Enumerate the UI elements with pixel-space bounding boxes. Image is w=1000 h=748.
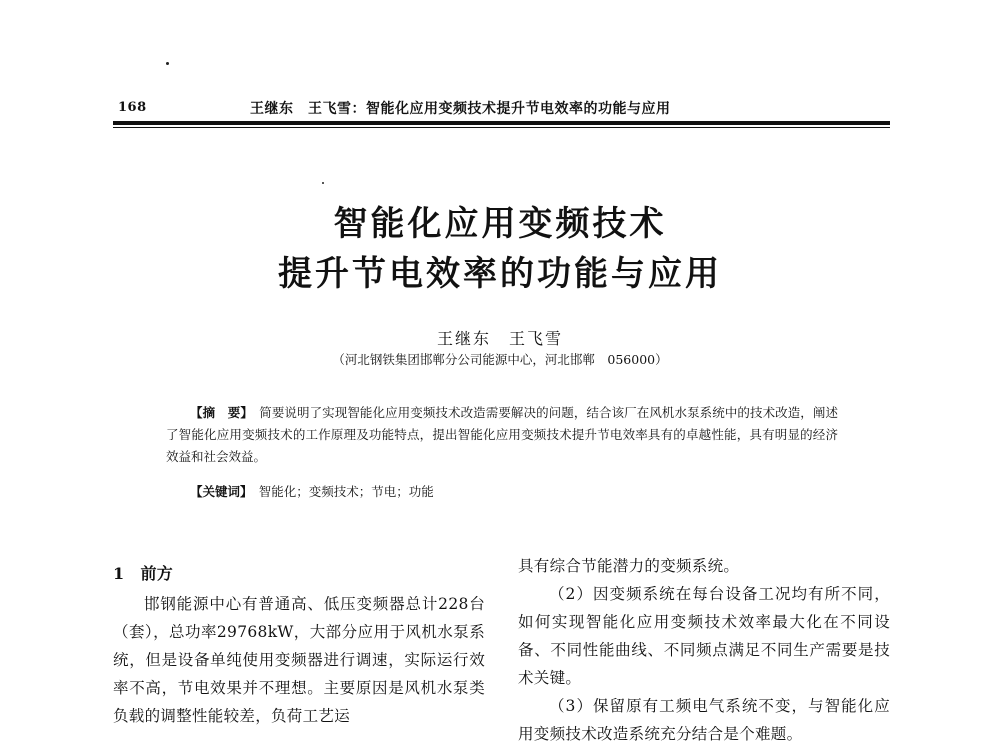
page-number: 168 [118,100,147,115]
header-rule [113,121,890,125]
header-rule-thin [113,127,890,128]
keywords-label: 【关键词】 [190,484,247,499]
abstract-text: 简要说明了实现智能化应用变频技术改造需要解决的问题，结合该厂在风机水泵系统中的技术改造，阐述了智能化应用变频技术的工作原理及功能特点，提出智能化应用变频技术提升节电效率具有的卓越性能，具有明显的经济效益和社会效益。 [166,405,838,464]
abstract [166,402,838,468]
section-title: 前方 [140,564,174,583]
section-heading [113,560,485,588]
running-header: 王继东 王飞雪：智能化应用变频技术提升节电效率的功能与应用 [250,101,671,117]
body-paragraph: （3）保留原有工频电气系统不变，与智能化应用变频技术改造系统充分结合是个难题。 [518,697,890,743]
paper-title-line-2: 提升节电效率的功能与应用 [278,254,722,294]
section-number: 1 [113,564,125,583]
body-column-left [113,560,485,730]
body-paragraph: 邯钢能源中心有普通高、低压变频器总计228台（套），总功率29768kW，大部分应用于风机水泵系统，但是设备单纯使用变频器进行调速，实际运行效率不高，节电效果并不理想。主要原因是风机水泵类负载的调整性能较差，负荷工艺运 [113,595,485,725]
scan-speck [322,182,324,184]
affiliation: （河北钢铁集团邯郸分公司能源中心，河北邯郸 056000） [332,352,668,367]
body-paragraph: 具有综合节能潜力的变频系统。 [518,557,740,575]
paper-title-line-1: 智能化应用变频技术 [333,204,667,244]
keywords [190,482,434,500]
abstract-label: 【摘 要】 [190,405,247,420]
body-paragraph: （2）因变频系统在每台设备工况均有所不同，如何实现智能化应用变频技术效率最大化在不同设备、不同性能曲线、不同频点满足不同生产需要是技术关键。 [518,585,890,687]
keywords-text: 智能化；变频技术；节电；功能 [258,484,434,499]
body-column-right [518,552,890,748]
scan-speck [166,62,169,65]
authors: 王继东 王飞雪 [436,329,563,348]
